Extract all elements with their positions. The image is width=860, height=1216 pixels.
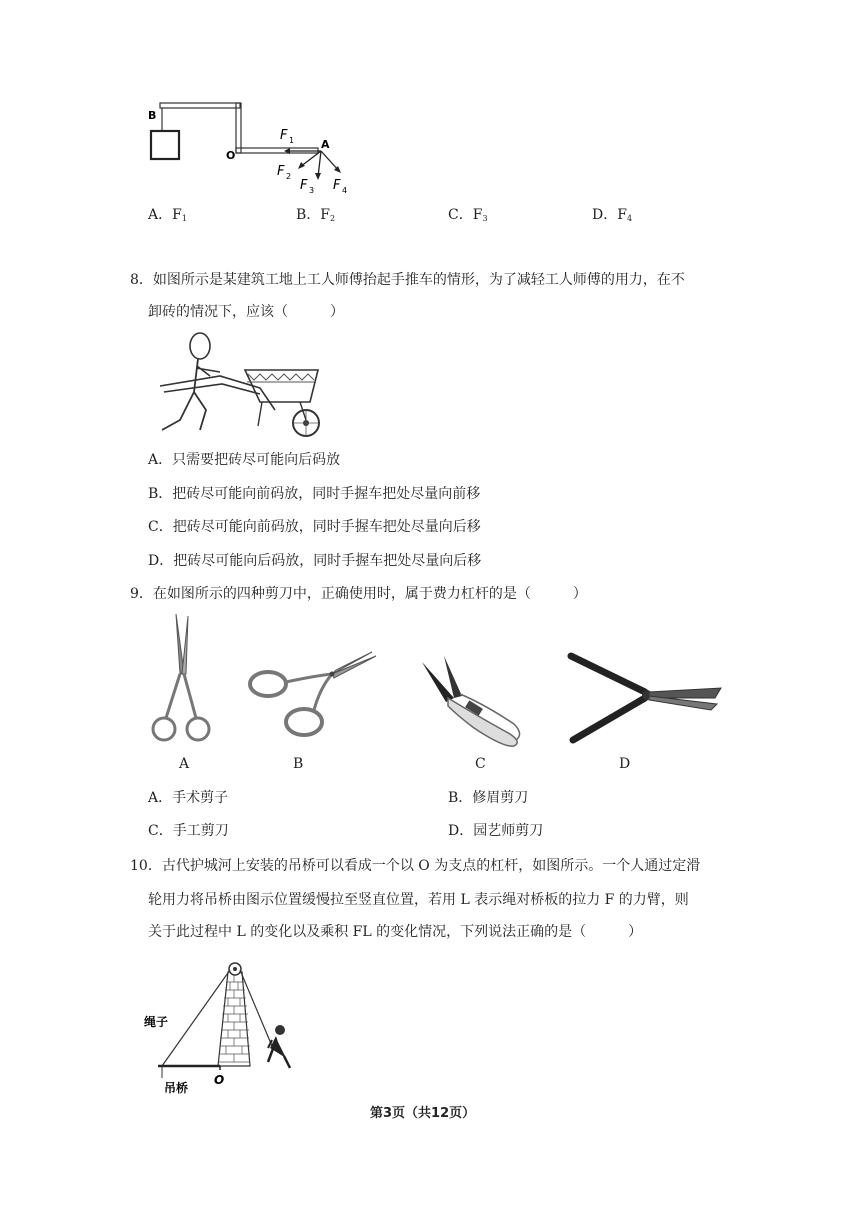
q7-option-a-sub: 1 [181, 214, 187, 223]
lever-force-diagram [140, 95, 370, 200]
brick-tower [218, 972, 250, 1066]
q9-option-d[interactable]: D．园艺师剪刀 [448, 823, 544, 839]
page-number: 第3页（共12页） [370, 1106, 476, 1121]
q7-option-c-sub: 3 [482, 214, 488, 223]
label-b: B [148, 109, 157, 122]
drawbridge-figure [140, 958, 320, 1098]
handcraft-scissors-image [414, 654, 529, 749]
label-f4-sub: 4 [342, 186, 348, 195]
q7-option-d[interactable] [592, 204, 632, 224]
q8-option-c[interactable]: C．把砖尽可能向前码放，同时手握车把处尽量向后移 [148, 519, 481, 535]
garden-shears-image [565, 648, 725, 748]
label-f2: F [277, 164, 285, 179]
q10-stem-line1: 10．古代护城河上安装的吊桥可以看成一个以 O 为支点的杠杆，如图所示。一个人通过定滑 [130, 858, 701, 874]
label-f4: F [333, 178, 341, 193]
surgical-scissors-image [140, 612, 220, 747]
label-f1: F [280, 128, 288, 143]
q7-option-b-text: B．F [296, 207, 331, 223]
q9-image-label-b: B [293, 756, 304, 772]
label-rope: 绳子 [144, 1015, 169, 1029]
wheelbarrow-worker-figure [150, 330, 330, 440]
q9-image-label-a: A [179, 756, 190, 772]
q9-image-label-c: C [475, 756, 486, 772]
label-bridge: 吊桥 [164, 1081, 189, 1095]
q9-image-label-d: D [619, 756, 631, 772]
q7-option-d-text: D．F [592, 207, 627, 223]
q8-stem-line2: 卸砖的情况下，应该（ ） [148, 304, 344, 320]
person-pulling [268, 1025, 290, 1068]
q9-stem: 9．在如图所示的四种剪刀中，正确使用时，属于费力杠杆的是（ ） [130, 586, 587, 602]
eyebrow-scissors-image [244, 648, 384, 743]
label-f2-sub: 2 [286, 172, 292, 181]
q9-option-b[interactable]: B．修眉剪刀 [448, 790, 529, 806]
q8-stem-line1: 8．如图所示是某建筑工地上工人师傅抬起手推车的情形，为了减轻工人师傅的用力，在不 [130, 272, 685, 288]
q8-option-b[interactable]: B．把砖尽可能向前码放，同时手握车把处尽量向前移 [148, 486, 481, 502]
q9-option-c[interactable]: C．手工剪刀 [148, 823, 229, 839]
q7-option-c[interactable] [448, 204, 488, 224]
label-a: A [321, 138, 330, 151]
q10-stem-line3: 关于此过程中 L 的变化以及乘积 FL 的变化情况，下列说法正确的是（ ） [148, 924, 643, 940]
label-pivot-o: O [214, 1073, 225, 1087]
q9-option-a[interactable]: A．手术剪子 [148, 790, 229, 806]
q7-option-c-text: C．F [448, 207, 483, 223]
label-f3: F [300, 178, 308, 193]
q7-option-a[interactable] [148, 204, 187, 224]
q7-option-d-sub: 4 [626, 214, 633, 223]
q7-option-a-text: A．F [148, 207, 182, 223]
q10-stem-line2: 轮用力将吊桥由图示位置缓慢拉至竖直位置，若用 L 表示绳对桥板的拉力 F 的力臂，则 [148, 892, 689, 908]
label-f1-sub: 1 [289, 136, 295, 145]
q8-option-a[interactable]: A．只需要把砖尽可能向后码放 [148, 452, 341, 468]
label-o: O [226, 149, 236, 162]
label-f3-sub: 3 [309, 186, 315, 195]
q7-option-b-sub: 2 [330, 214, 336, 223]
q7-option-b[interactable] [296, 204, 335, 224]
q8-option-d[interactable]: D．把砖尽可能向后码放，同时手握车把处尽量向后移 [148, 553, 482, 569]
